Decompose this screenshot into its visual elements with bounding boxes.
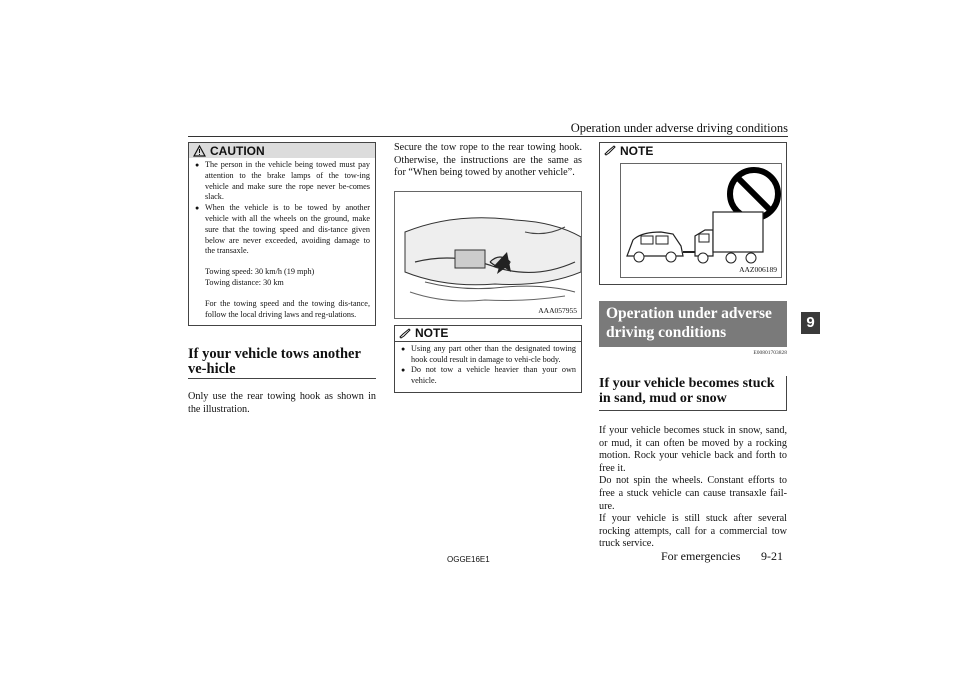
note-icon [604, 145, 616, 156]
intro-text: Secure the tow rope to the rear towing hook. Otherwise, the instructions are the same as for “When being towed by another vehicle”. [394, 142, 582, 179]
towing-speed: Towing speed: 30 km/h (19 mph) [205, 267, 315, 277]
paragraph: If your vehicle becomes stuck in snow, sand, or mud, it can often be moved by a rocking motion. Rock your vehicle back and forth to free it. [599, 425, 787, 474]
caution-note: For the towing speed and the towing dis-tance, follow the local driving laws and reg-ulations. [205, 298, 370, 319]
bullet-icon: ● [195, 204, 200, 213]
paragraph: Do not spin the wheels. Constant efforts to free a stuck vehicle can cause transaxle fail-ure. [599, 475, 787, 512]
caution-bullet: ● The person in the vehicle being towed must pay attention to the brake lamps of the tow-ing vehicle and make sure the rope never be-comes slack. [195, 160, 370, 202]
page-number: 9-21 [761, 549, 783, 563]
towing-distance: Towing distance: 30 km [205, 277, 284, 287]
note-header [395, 326, 581, 342]
figure-code: AAZ006189 [739, 265, 777, 274]
note-icon [399, 328, 411, 339]
towing-hook-figure [394, 191, 582, 319]
column-1 [188, 142, 376, 417]
bullet-icon: ● [401, 344, 406, 353]
caution-label: CAUTION [210, 143, 265, 158]
note-label: NOTE [620, 143, 654, 158]
note-header [600, 143, 786, 158]
footer-section: For emergencies [661, 549, 741, 563]
rear-underbody-illustration [395, 192, 582, 318]
section-heading-tows: If your vehicle tows another ve-hicle [188, 346, 361, 378]
note-figure-box [599, 142, 787, 285]
paragraph: If your vehicle is still stuck after several rocking attempts, call for a commercial tow truck service. [599, 513, 787, 550]
column-2 [394, 142, 582, 393]
column-3 [599, 142, 787, 551]
chapter-tab: 9 [801, 312, 820, 334]
section-heading-stuck: If your vehicle becomes stuck in sand, mud or snow [599, 376, 775, 406]
note-label: NOTE [415, 326, 449, 341]
caution-header [189, 143, 375, 158]
heading-box [599, 376, 787, 411]
heading-rule [188, 378, 376, 379]
note-bullet: ● Do not tow a vehicle heavier than your own vehicle. [401, 365, 576, 386]
footer-code: OGGE16E1 [447, 555, 490, 564]
note-box [394, 325, 582, 393]
running-header: Operation under adverse driving conditions [570, 121, 788, 135]
towing-prohibited-figure [620, 163, 782, 278]
note-bullet: ● Using any part other than the designated towing hook could result in damage to vehi-cle body. [401, 343, 576, 364]
caution-box [188, 142, 376, 326]
stuck-body [599, 425, 787, 551]
banner-code: E00801703828 [753, 350, 787, 356]
note-body [395, 342, 581, 392]
caution-bullet: ● When the vehicle is to be towed by another vehicle with all the wheels on the ground, make sure that the towing speed and dis-tance given below are never exceeded, avoiding damage to the transaxle. [195, 203, 370, 256]
car-towing-truck-illustration [621, 164, 782, 277]
section-banner: Operation under adverse driving conditions [599, 301, 787, 347]
caution-body [189, 158, 375, 325]
figure-code: AAA057955 [538, 305, 577, 315]
bullet-icon: ● [195, 161, 200, 169]
header-rule [188, 136, 788, 137]
warning-icon [193, 145, 206, 157]
section-body: Only use the rear towing hook as shown in the illustration. [188, 391, 376, 415]
bullet-icon: ● [401, 366, 406, 375]
